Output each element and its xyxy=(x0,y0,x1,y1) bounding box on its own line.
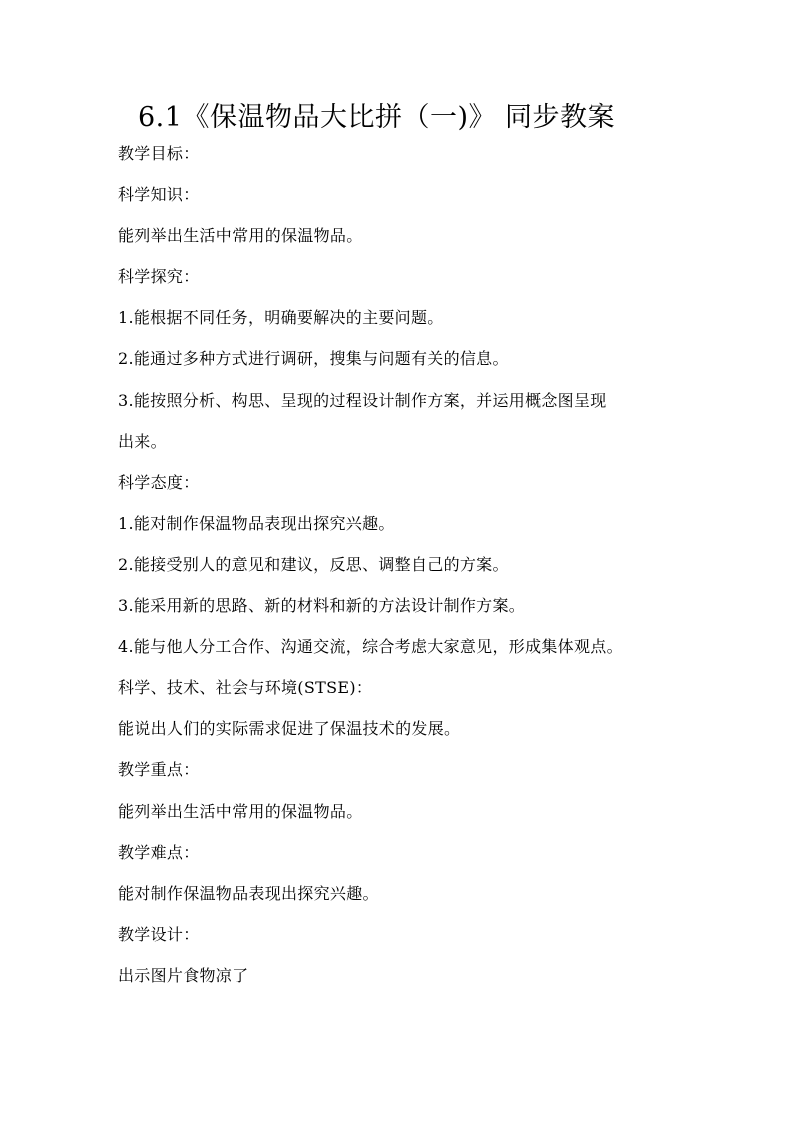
list-item: 1.能对制作保温物品表现出探究兴趣。 xyxy=(118,513,395,533)
heading-science-attitude: 科学态度： xyxy=(118,472,200,492)
list-item: 1.能根据不同任务，明确要解决的主要问题。 xyxy=(118,308,444,328)
list-item-continuation: 出来。 xyxy=(118,431,167,451)
paragraph: 能说出人们的实际需求促进了保温技术的发展。 xyxy=(118,719,461,739)
paragraph: 能对制作保温物品表现出探究兴趣。 xyxy=(118,883,379,903)
paragraph: 能列举出生活中常用的保温物品。 xyxy=(118,226,363,246)
heading-science-inquiry: 科学探究： xyxy=(118,267,200,287)
heading-teaching-difficulty: 教学难点： xyxy=(118,842,200,862)
list-item: 2.能接受别人的意见和建议，反思、调整自己的方案。 xyxy=(118,554,509,574)
list-item: 3.能采用新的思路、新的材料和新的方法设计制作方案。 xyxy=(118,596,526,616)
document-body xyxy=(118,144,688,1007)
heading-teaching-design: 教学设计： xyxy=(118,924,200,944)
paragraph: 能列举出生活中常用的保温物品。 xyxy=(118,801,363,821)
heading-teaching-focus: 教学重点： xyxy=(118,760,200,780)
list-item: 2.能通过多种方式进行调研，搜集与问题有关的信息。 xyxy=(118,349,509,369)
list-item: 4.能与他人分工合作、沟通交流，综合考虑大家意见，形成集体观点。 xyxy=(118,637,623,657)
heading-science-knowledge: 科学知识： xyxy=(118,185,200,205)
heading-teaching-goals: 教学目标： xyxy=(118,144,200,163)
document-title: 6.1《保温物品大比拼（一)》 同步教案 xyxy=(138,102,616,133)
list-item: 3.能按照分析、构思、呈现的过程设计制作方案，并运用概念图呈现 xyxy=(118,390,607,410)
heading-stse: 科学、技术、社会与环境(STSE)： xyxy=(118,678,373,698)
paragraph: 出示图片食物凉了 xyxy=(118,965,249,985)
